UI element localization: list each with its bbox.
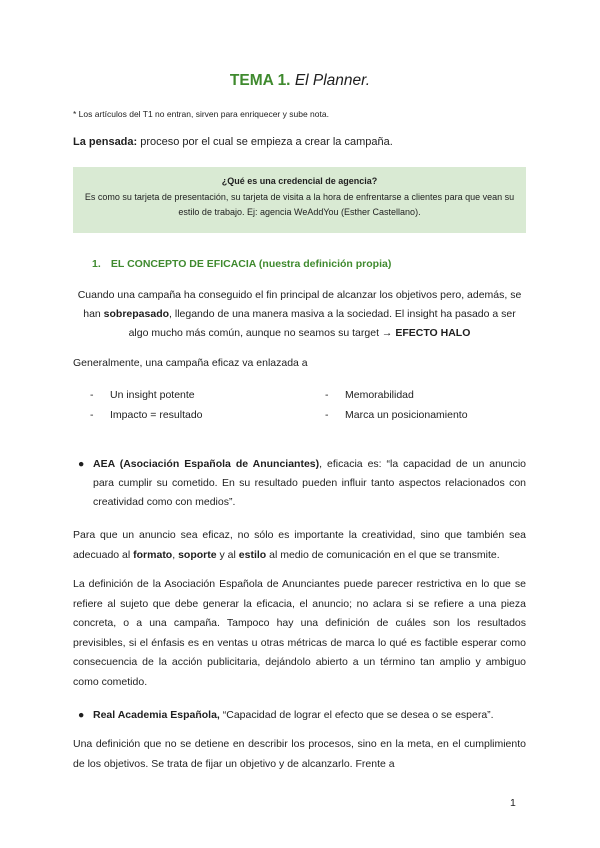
dash-list-right bbox=[325, 385, 565, 425]
title-number: TEMA 1. bbox=[229, 72, 291, 89]
list-item bbox=[90, 385, 330, 405]
dash-list-left bbox=[90, 385, 330, 425]
definition-paragraph: La definición de la Asociación Española de Anunciantes puede parecer restrictiva en lo que se refiere al sujeto que debe generar la eficacia, el anuncio; no aclara si se refiere a una pieza concreta, o a una campaña. Tampoco hay una definición de cuáles son los resultados previsibles, si el énfasis es en ventas u otras métricas de marca lo qué es factible esperar como consecuencia de la acción publicitaria, dejándolo abierto a un término tan amplio y ambiguo como cometido. bbox=[73, 578, 526, 688]
list-item bbox=[325, 385, 565, 405]
format-paragraph bbox=[73, 526, 526, 565]
intro-paragraph bbox=[73, 286, 526, 343]
section-heading bbox=[92, 258, 391, 270]
page-number: 1 bbox=[510, 797, 516, 809]
pensada-text: proceso por el cual se empieza a crear la campaña. bbox=[137, 136, 393, 148]
format-text-1: Para que un anuncio sea eficaz, no sólo es importante la creatividad, sino que también sea adecuado al bbox=[73, 529, 526, 561]
intro-bold-1: sobrepasado bbox=[103, 308, 170, 320]
rae-body: “Capacidad de lograr el efecto que se desea o se espera”. bbox=[222, 709, 494, 721]
callout-box bbox=[73, 167, 526, 233]
footnote-note: * Los artículos del T1 no entran, sirven para enriquecer y sube nota. bbox=[73, 109, 329, 119]
aea-bullet bbox=[73, 455, 526, 512]
format-text-2: , bbox=[172, 548, 179, 561]
list-item-text: Impacto = resultado bbox=[110, 409, 203, 421]
intro-text-1: Cuando una campaña ha conseguido el fin principal de alcanzar los objetivos pero, además, se han bbox=[77, 289, 522, 320]
intro-text-2: , llegando de una manera masiva a la sociedad. El insight ha pasado a ser algo mucho más común, aunque no seamos su target → bbox=[128, 308, 516, 339]
format-bold-1: formato bbox=[133, 548, 173, 561]
meta-paragraph: Una definición que no se detiene en describir los procesos, sino en la meta, en el cumplimiento de los objetivos. Se trata de fijar un objetivo y de alcanzarlo. Frente a bbox=[73, 738, 526, 770]
dash-marker: - bbox=[90, 409, 94, 421]
aea-text bbox=[93, 455, 526, 512]
general-line: Generalmente, una campaña eficaz va enlazada a bbox=[73, 357, 308, 369]
intro-bold-2: EFECTO HALO bbox=[395, 327, 471, 339]
list-item bbox=[90, 405, 330, 425]
bullet-dot-icon: ● bbox=[78, 709, 85, 721]
aea-bold: AEA (Asociación Española de Anunciantes) bbox=[93, 458, 320, 470]
pensada-label: La pensada: bbox=[73, 136, 138, 148]
pensada-line bbox=[73, 136, 393, 148]
list-item-text: Memorabilidad bbox=[345, 389, 414, 401]
rae-text bbox=[93, 706, 526, 725]
format-text-4: al medio de comunicación en el que se transmite. bbox=[266, 548, 500, 561]
callout-answer: Es como su tarjeta de presentación, su tarjeta de visita a la hora de enfrentarse a clientes para que vean su estilo de trabajo. Ej: agencia WeAddYou (Esther Castellano). bbox=[84, 192, 515, 217]
list-item bbox=[325, 405, 565, 425]
dash-marker: - bbox=[325, 409, 329, 421]
format-bold-3: estilo bbox=[238, 548, 267, 561]
aea-body: , eficacia es: “la capacidad de un anuncio para cumplir su cometido. En su resultado pueden influir tanto aspectos relacionados con creatividad como con medios”. bbox=[93, 458, 527, 508]
page-title bbox=[0, 72, 600, 90]
dash-marker: - bbox=[325, 389, 329, 401]
dash-marker: - bbox=[90, 389, 94, 401]
section-title: EL CONCEPTO DE EFICACIA (nuestra definición propia) bbox=[110, 258, 392, 270]
bullet-dot-icon: ● bbox=[78, 458, 85, 470]
format-text-3: y al bbox=[216, 548, 239, 561]
rae-bullet bbox=[73, 706, 526, 725]
callout-question: ¿Qué es una credencial de agencia? bbox=[221, 176, 378, 186]
list-item-text: Marca un posicionamiento bbox=[345, 409, 468, 421]
format-bold-2: soporte bbox=[178, 548, 217, 561]
section-number: 1. bbox=[92, 258, 101, 270]
rae-bold: Real Academia Española, bbox=[93, 709, 223, 721]
list-item-text: Un insight potente bbox=[110, 389, 195, 401]
title-name: El Planner. bbox=[294, 72, 371, 89]
